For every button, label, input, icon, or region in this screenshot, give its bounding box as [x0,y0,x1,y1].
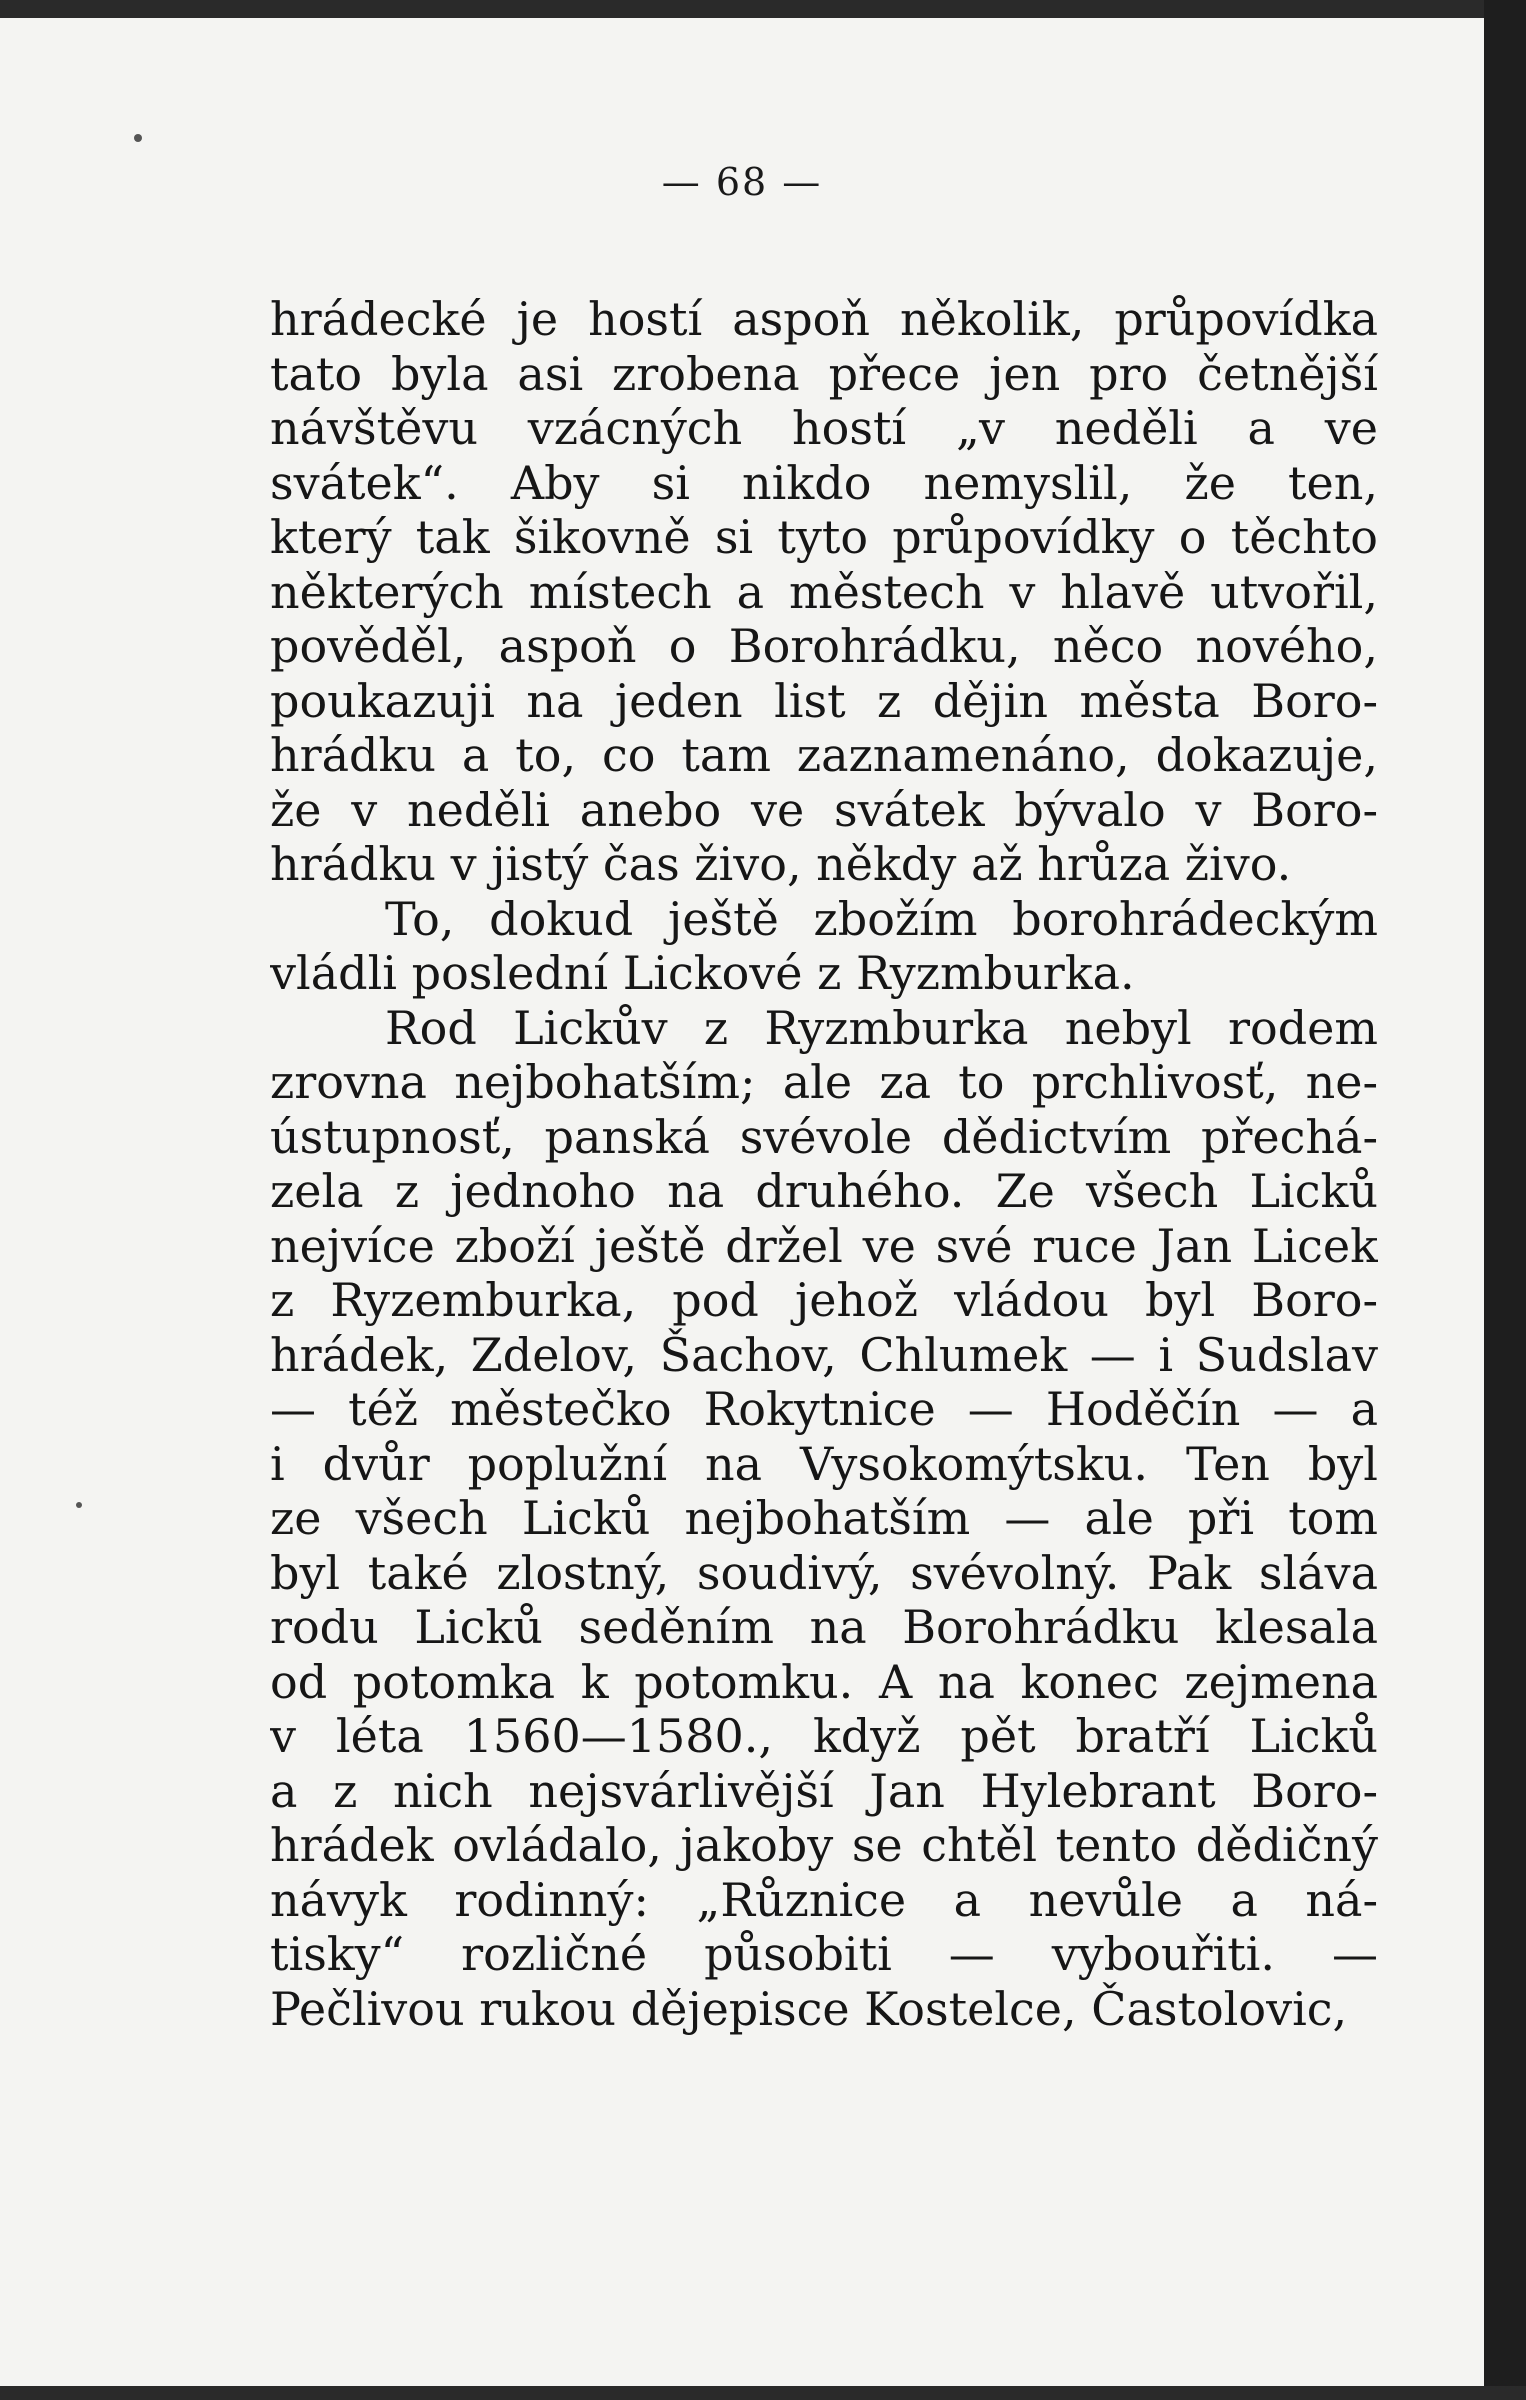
scan-speck [134,134,142,142]
text-line: poukazuji na jeden list z dějin města Boro- [270,673,1378,728]
text-line: svátek“. Aby si nikdo nemyslil, že ten, [270,455,1378,510]
text-line: Rod Lickův z Ryzmburka nebyl rodem [385,1000,1378,1055]
text-line: zela z jednoho na druhého. Ze všech Licků [270,1164,1378,1218]
text-line: pověděl, aspoň o Borohrádku, něco nového, [270,619,1378,673]
text-line: od potomka k potomku. A na konec zejmena [270,1654,1378,1709]
text-line: tato byla asi zrobena přece jen pro četnější [270,346,1378,401]
text-line: hrádku v jistý čas živo, někdy až hrůza živo. [270,837,1292,891]
text-line: z Ryzemburka, pod jehož vládou byl Boro- [270,1273,1378,1327]
text-line: ze všech Licků nejbohatším — ale při tom [270,1491,1378,1545]
text-line: Pečlivou rukou dějepisce Kostelce, Častolovic, [270,1981,1348,2036]
text-line: To, dokud ještě zbožím borohrádeckým [385,891,1378,946]
text-line: hrádek, Zdelov, Šachov, Chlumek — i Sudslav [270,1327,1378,1382]
text-line: hrádku a to, co tam zaznamenáno, dokazuje, [270,728,1378,782]
text-line: návštěvu vzácných hostí „v neděli a ve [270,401,1378,455]
text-line: ústupnosť, panská svévole dědictvím přechá- [270,1109,1378,1164]
text-line: že v neděli anebo ve svátek bývalo v Boro- [270,782,1378,837]
text-line: hrádecké je hostí aspoň několik, průpovídka [270,292,1378,346]
text-line: i dvůr poplužní na Vysokomýtsku. Ten byl [270,1436,1378,1491]
text-line: tisky“ rozličné působiti — vybouřiti. — [270,1927,1378,1981]
text-line: některých místech a městech v hlavě utvořil, [270,564,1378,619]
text-line: v léta 1560—1580., když pět bratří Licků [270,1709,1378,1763]
scan-top-border [0,0,1526,18]
text-line: návyk rodinný: „Různice a nevůle a ná- [270,1872,1378,1927]
text-line: vládli poslední Lickové z Ryzmburka. [270,946,1135,1000]
text-line: nejvíce zboží ještě držel ve své ruce Jan Licek [270,1218,1378,1273]
scan-right-border [1484,0,1526,2400]
body-text [270,292,1378,2036]
page-number: — 68 — [661,160,823,204]
scan-bottom-border [0,2386,1526,2400]
scan-speck [76,1502,82,1508]
text-line: rodu Licků seděním na Borohrádku klesala [270,1600,1378,1654]
text-line: zrovna nejbohatším; ale za to prchlivosť, ne- [270,1055,1378,1109]
text-line: — též městečko Rokytnice — Hoděčín — a [270,1382,1378,1436]
text-line: byl také zlostný, soudivý, svévolný. Pak sláva [270,1545,1378,1600]
text-line: a z nich nejsvárlivější Jan Hylebrant Boro- [270,1763,1378,1818]
text-line: hrádek ovládalo, jakoby se chtěl tento dědičný [270,1818,1378,1872]
text-line: který tak šikovně si tyto průpovídky o těchto [270,510,1378,564]
